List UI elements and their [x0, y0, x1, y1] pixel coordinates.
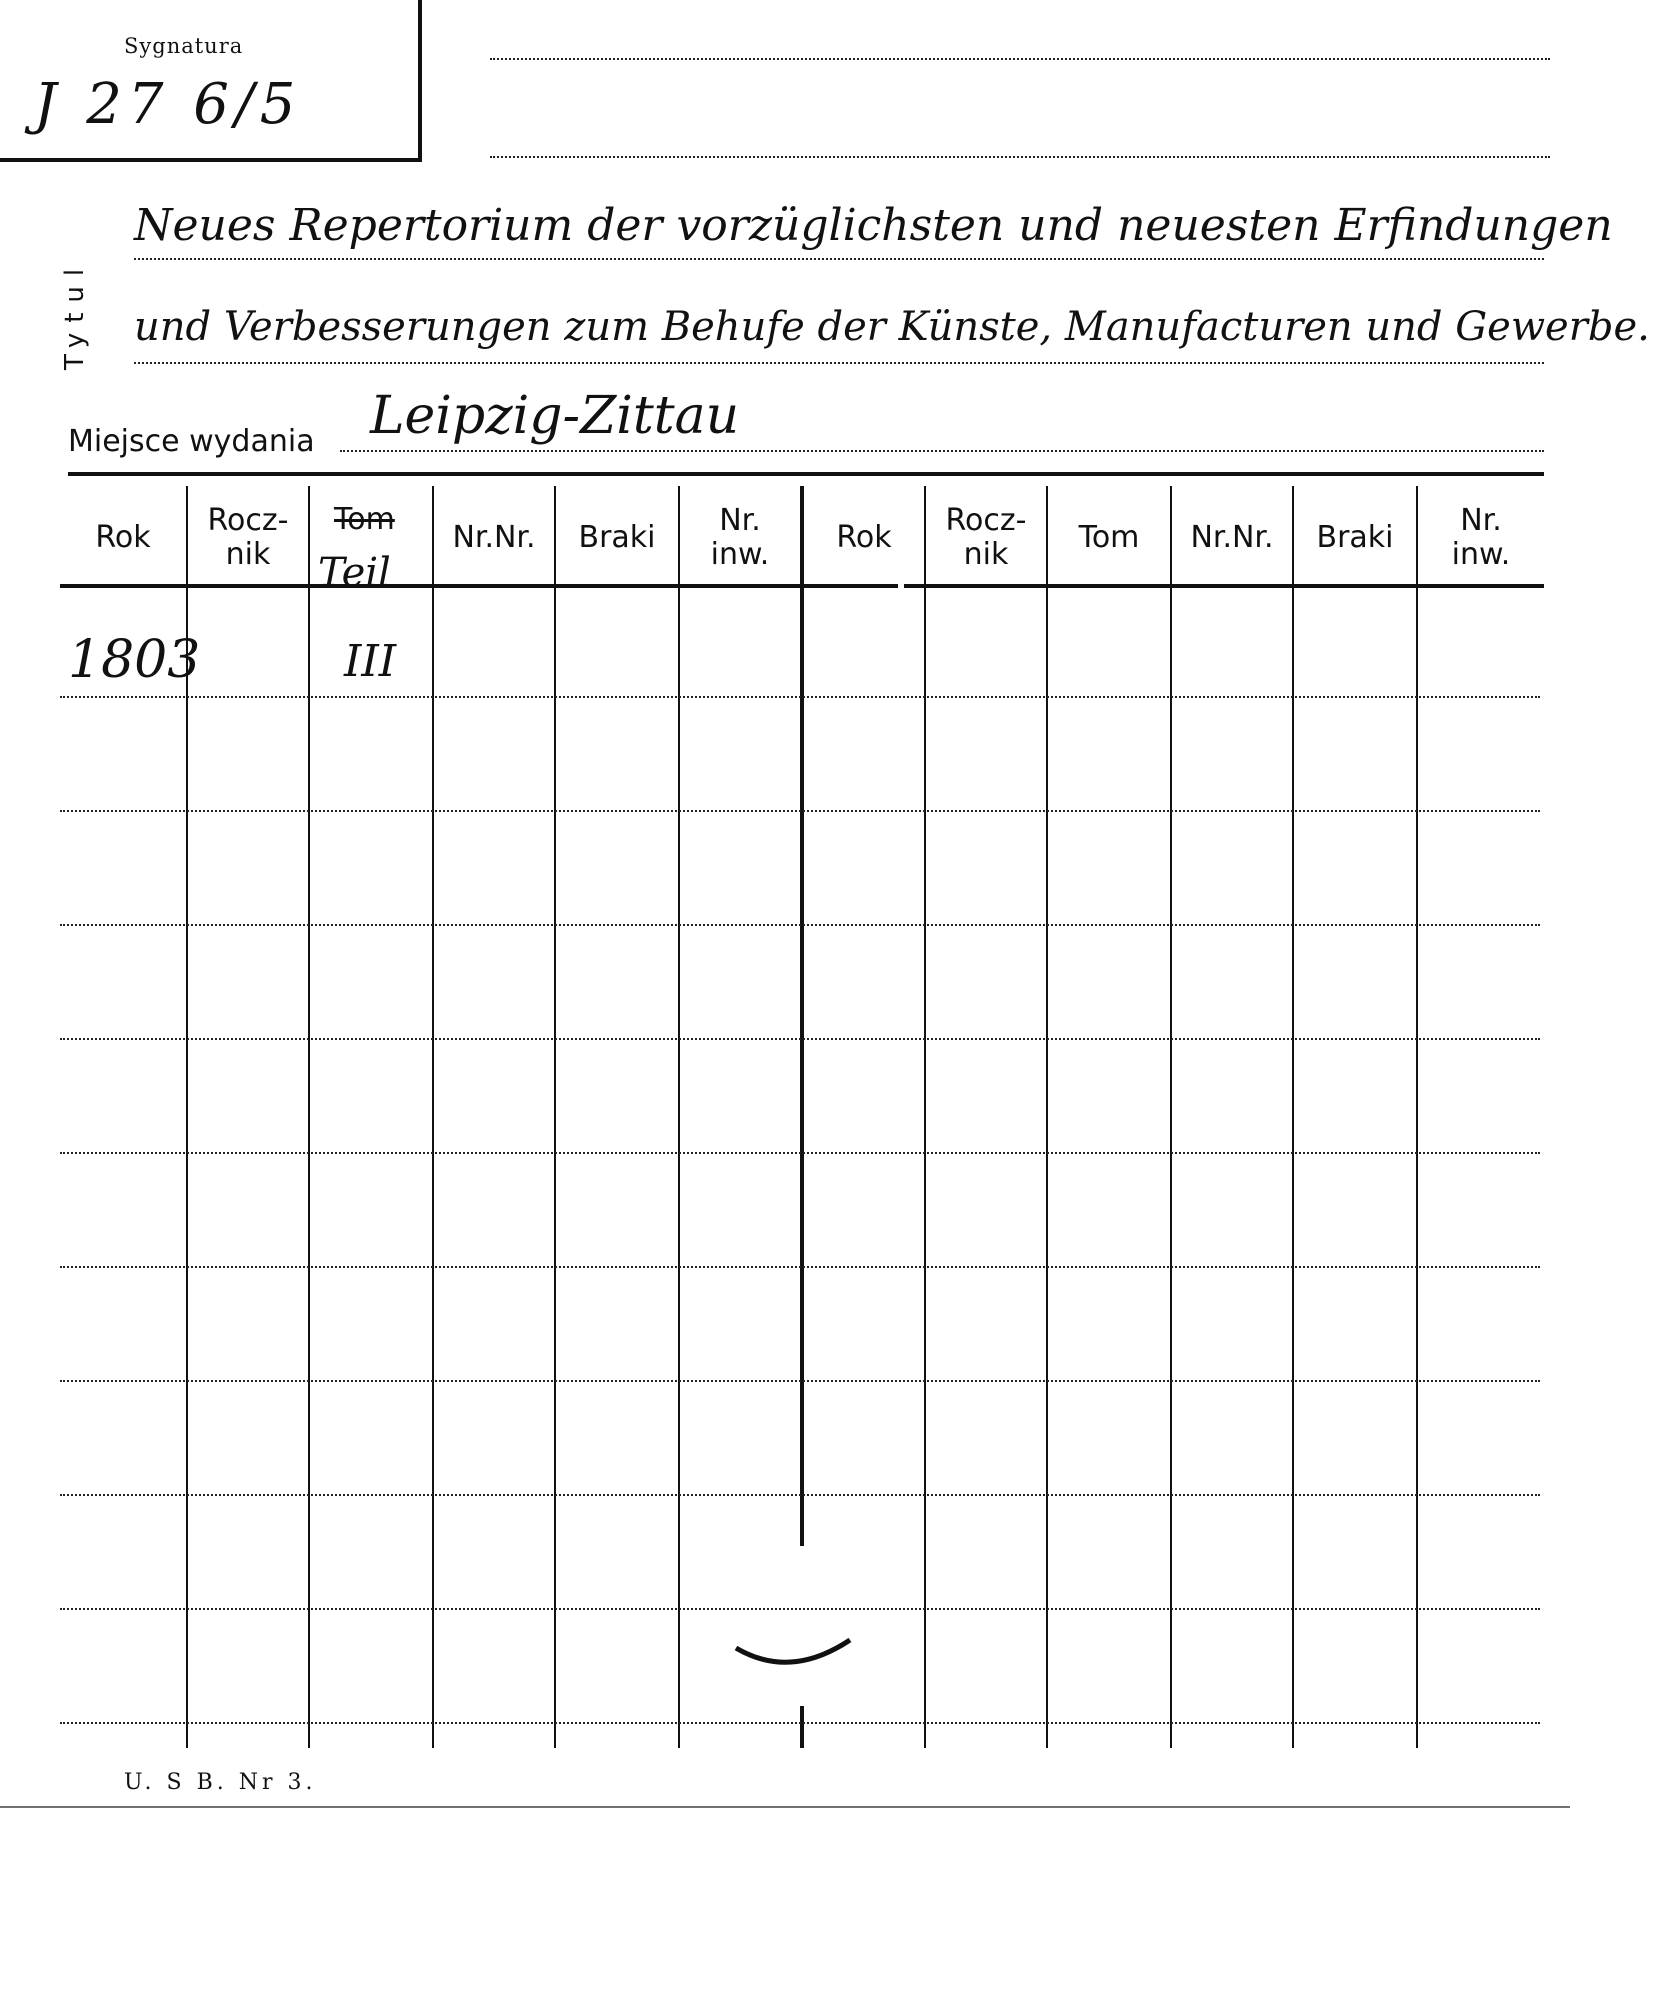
col-sep-9 — [1170, 486, 1172, 1748]
col-sep-10 — [1292, 486, 1294, 1748]
entry-tom: III — [344, 636, 397, 687]
col-sep-center-lower — [800, 1706, 804, 1748]
col-sep-11 — [1416, 486, 1418, 1748]
header-rocznik: Rocz- nik — [207, 503, 289, 572]
row-line-3 — [60, 924, 1540, 926]
row-line-8 — [60, 1494, 1540, 1496]
row-line-4 — [60, 1038, 1540, 1040]
header-tom-correction: Teil — [318, 550, 391, 596]
header-braki: Braki — [578, 520, 656, 555]
entry-rok: 1803 — [68, 630, 201, 690]
header-nr-inw: Nr. inw. — [710, 503, 770, 572]
row-line-6 — [60, 1266, 1540, 1268]
row-line-1 — [60, 696, 1540, 698]
header-rok-2: Rok — [836, 520, 892, 555]
col-sep-4 — [554, 486, 556, 1748]
row-line-2 — [60, 810, 1540, 812]
table-top-rule — [68, 472, 1544, 476]
header-tom-2: Tom — [1078, 520, 1140, 555]
place-value: Leipzig-Zittau — [370, 386, 740, 446]
header-rok: Rok — [95, 520, 151, 555]
col-sep-3 — [432, 486, 434, 1748]
col-sep-5 — [678, 486, 680, 1748]
signature-box — [0, 0, 422, 162]
title-dotted-line-2 — [134, 362, 1544, 364]
title-line-2: und Verbesserungen zum Behufe der Künste, Manufacturen und Gewerbe. — [134, 304, 1650, 350]
punch-hole-mark — [720, 1630, 870, 1690]
header-nr-inw-2: Nr. inw. — [1451, 503, 1511, 572]
col-sep-center — [800, 486, 804, 1546]
row-line-10 — [60, 1722, 1540, 1724]
col-sep-7 — [924, 486, 926, 1748]
title-dotted-line-1 — [134, 258, 1544, 260]
top-dotted-line-1 — [490, 58, 1550, 60]
signature-value: J 27 6/5 — [34, 72, 302, 137]
bottom-edge-line — [0, 1806, 1570, 1808]
header-tom-struck: Tom — [334, 502, 395, 537]
title-label: Tytul — [60, 258, 90, 370]
col-sep-8 — [1046, 486, 1048, 1748]
header-rocznik-2: Rocz- nik — [945, 503, 1027, 572]
header-nrnr-2: Nr.Nr. — [1190, 520, 1274, 555]
signature-label: Sygnatura — [124, 34, 244, 58]
place-dotted-line — [340, 450, 1544, 452]
header-braki-2: Braki — [1316, 520, 1394, 555]
place-label: Miejsce wydania — [68, 424, 315, 459]
row-line-7 — [60, 1380, 1540, 1382]
row-line-9 — [60, 1608, 1540, 1610]
footer-text: U. S B. Nr 3. — [124, 1770, 317, 1795]
row-line-5 — [60, 1152, 1540, 1154]
title-line-1: Neues Repertorium der vorzüglichsten und neuesten Erfindungen — [134, 200, 1613, 251]
top-dotted-line-2 — [490, 156, 1550, 158]
header-nrnr: Nr.Nr. — [452, 520, 536, 555]
col-sep-2 — [308, 486, 310, 1748]
